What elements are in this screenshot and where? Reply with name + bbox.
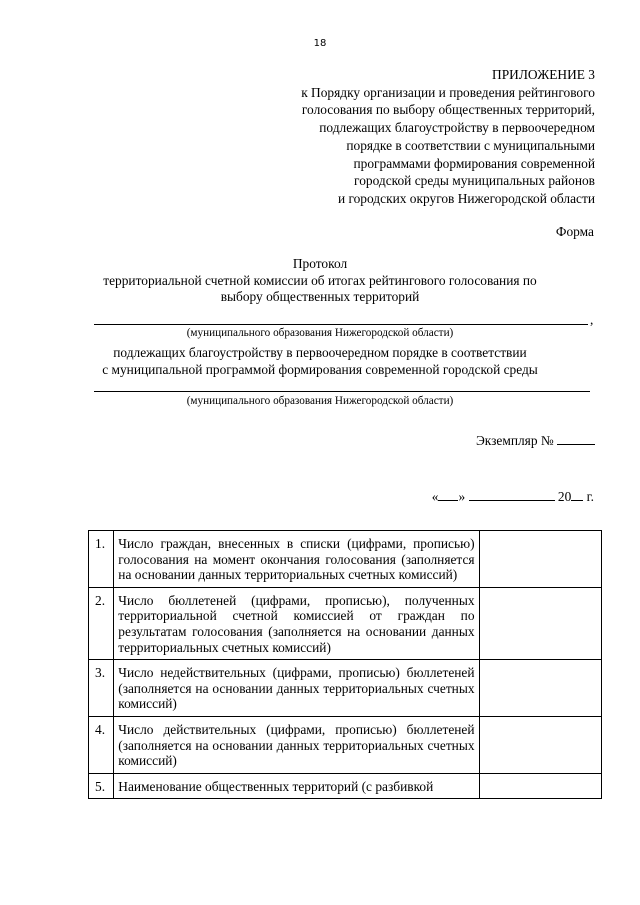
subtitle-line: подлежащих благоустройству в первоочередном порядке в соответствии <box>113 345 527 360</box>
table-row <box>89 716 602 773</box>
year-prefix: 20 <box>557 489 572 504</box>
day-blank[interactable] <box>438 489 458 501</box>
appendix-line: программами формирования современной <box>353 155 595 171</box>
table-row <box>89 773 602 799</box>
row-text: Число бюллетеней (цифрами, прописью), полученных территориальной счетной комиссией от граждан по результатам голосования (заполняется на основании данных территориальных счетных комиссий) <box>114 587 479 659</box>
appendix-header <box>301 66 595 208</box>
row-text: Число действительных (цифрами, прописью) бюллетеней (заполняется на основании данных территориальных счетных комиссий) <box>114 716 479 773</box>
appendix-line: голосования по выбору общественных территорий, <box>301 102 595 118</box>
appendix-line: к Порядку организации и проведения рейтингового <box>301 84 595 100</box>
subtitle-block <box>0 344 640 378</box>
row-number: 5. <box>89 773 114 799</box>
row-number: 3. <box>89 660 114 717</box>
appendix-line: городской среды муниципальных районов <box>354 173 595 189</box>
close-quote: » <box>458 489 466 504</box>
row-text: Наименование общественных территорий (с разбивкой <box>114 773 479 799</box>
row-number: 1. <box>89 531 114 588</box>
row-text: Число граждан, внесенных в списки (цифрами, прописью) голосования на момент окончания голосования (заполняется на основании данных территориальных счетных комиссий) <box>114 531 479 588</box>
month-blank[interactable] <box>469 489 555 501</box>
appendix-title: ПРИЛОЖЕНИЕ 3 <box>492 67 595 82</box>
appendix-line: и городских округов Нижегородской области <box>337 190 595 206</box>
row-value-cell[interactable] <box>479 773 601 799</box>
subtitle-line: с муниципальной программой формирования современной городской среды <box>102 362 538 377</box>
row-number: 4. <box>89 716 114 773</box>
date-line <box>432 489 594 505</box>
row-text: Число недействительных (цифрами, прописью) бюллетеней (заполняется на основании данных территориальных счетных комиссий) <box>114 660 479 717</box>
protocol-subtitle-line: выбору общественных территорий <box>220 289 420 304</box>
copy-number <box>476 432 595 449</box>
row-value-cell[interactable] <box>479 716 601 773</box>
appendix-line: порядке в соответствии с муниципальными <box>346 137 595 153</box>
form-label: Форма <box>555 224 594 239</box>
municipality-blank-line-2[interactable] <box>94 391 590 392</box>
open-quote: « <box>431 489 439 504</box>
table-row <box>89 660 602 717</box>
year-suffix: г. <box>586 489 594 504</box>
protocol-title-block <box>0 256 640 306</box>
appendix-line: подлежащих благоустройству в первоочередном <box>319 120 595 136</box>
row-value-cell[interactable] <box>479 531 601 588</box>
municipality-caption: (муниципального образования Нижегородской области) <box>186 327 454 339</box>
municipality-blank-line[interactable] <box>94 324 588 325</box>
copy-label: Экземпляр № <box>475 433 554 448</box>
copy-number-blank[interactable] <box>557 432 595 445</box>
municipality-caption-2: (муниципального образования Нижегородской области) <box>186 395 454 407</box>
protocol-subtitle-line: территориальной счетной комиссии об итогах рейтингового голосования по <box>103 272 537 288</box>
row-value-cell[interactable] <box>479 587 601 659</box>
results-table <box>88 530 602 799</box>
row-number: 2. <box>89 587 114 659</box>
protocol-title: Протокол <box>292 256 348 271</box>
page-number: 18 <box>313 38 327 49</box>
row-value-cell[interactable] <box>479 660 601 717</box>
year-blank[interactable] <box>571 489 583 501</box>
table-row <box>89 587 602 659</box>
table-row <box>89 531 602 588</box>
comma: , <box>590 312 594 327</box>
